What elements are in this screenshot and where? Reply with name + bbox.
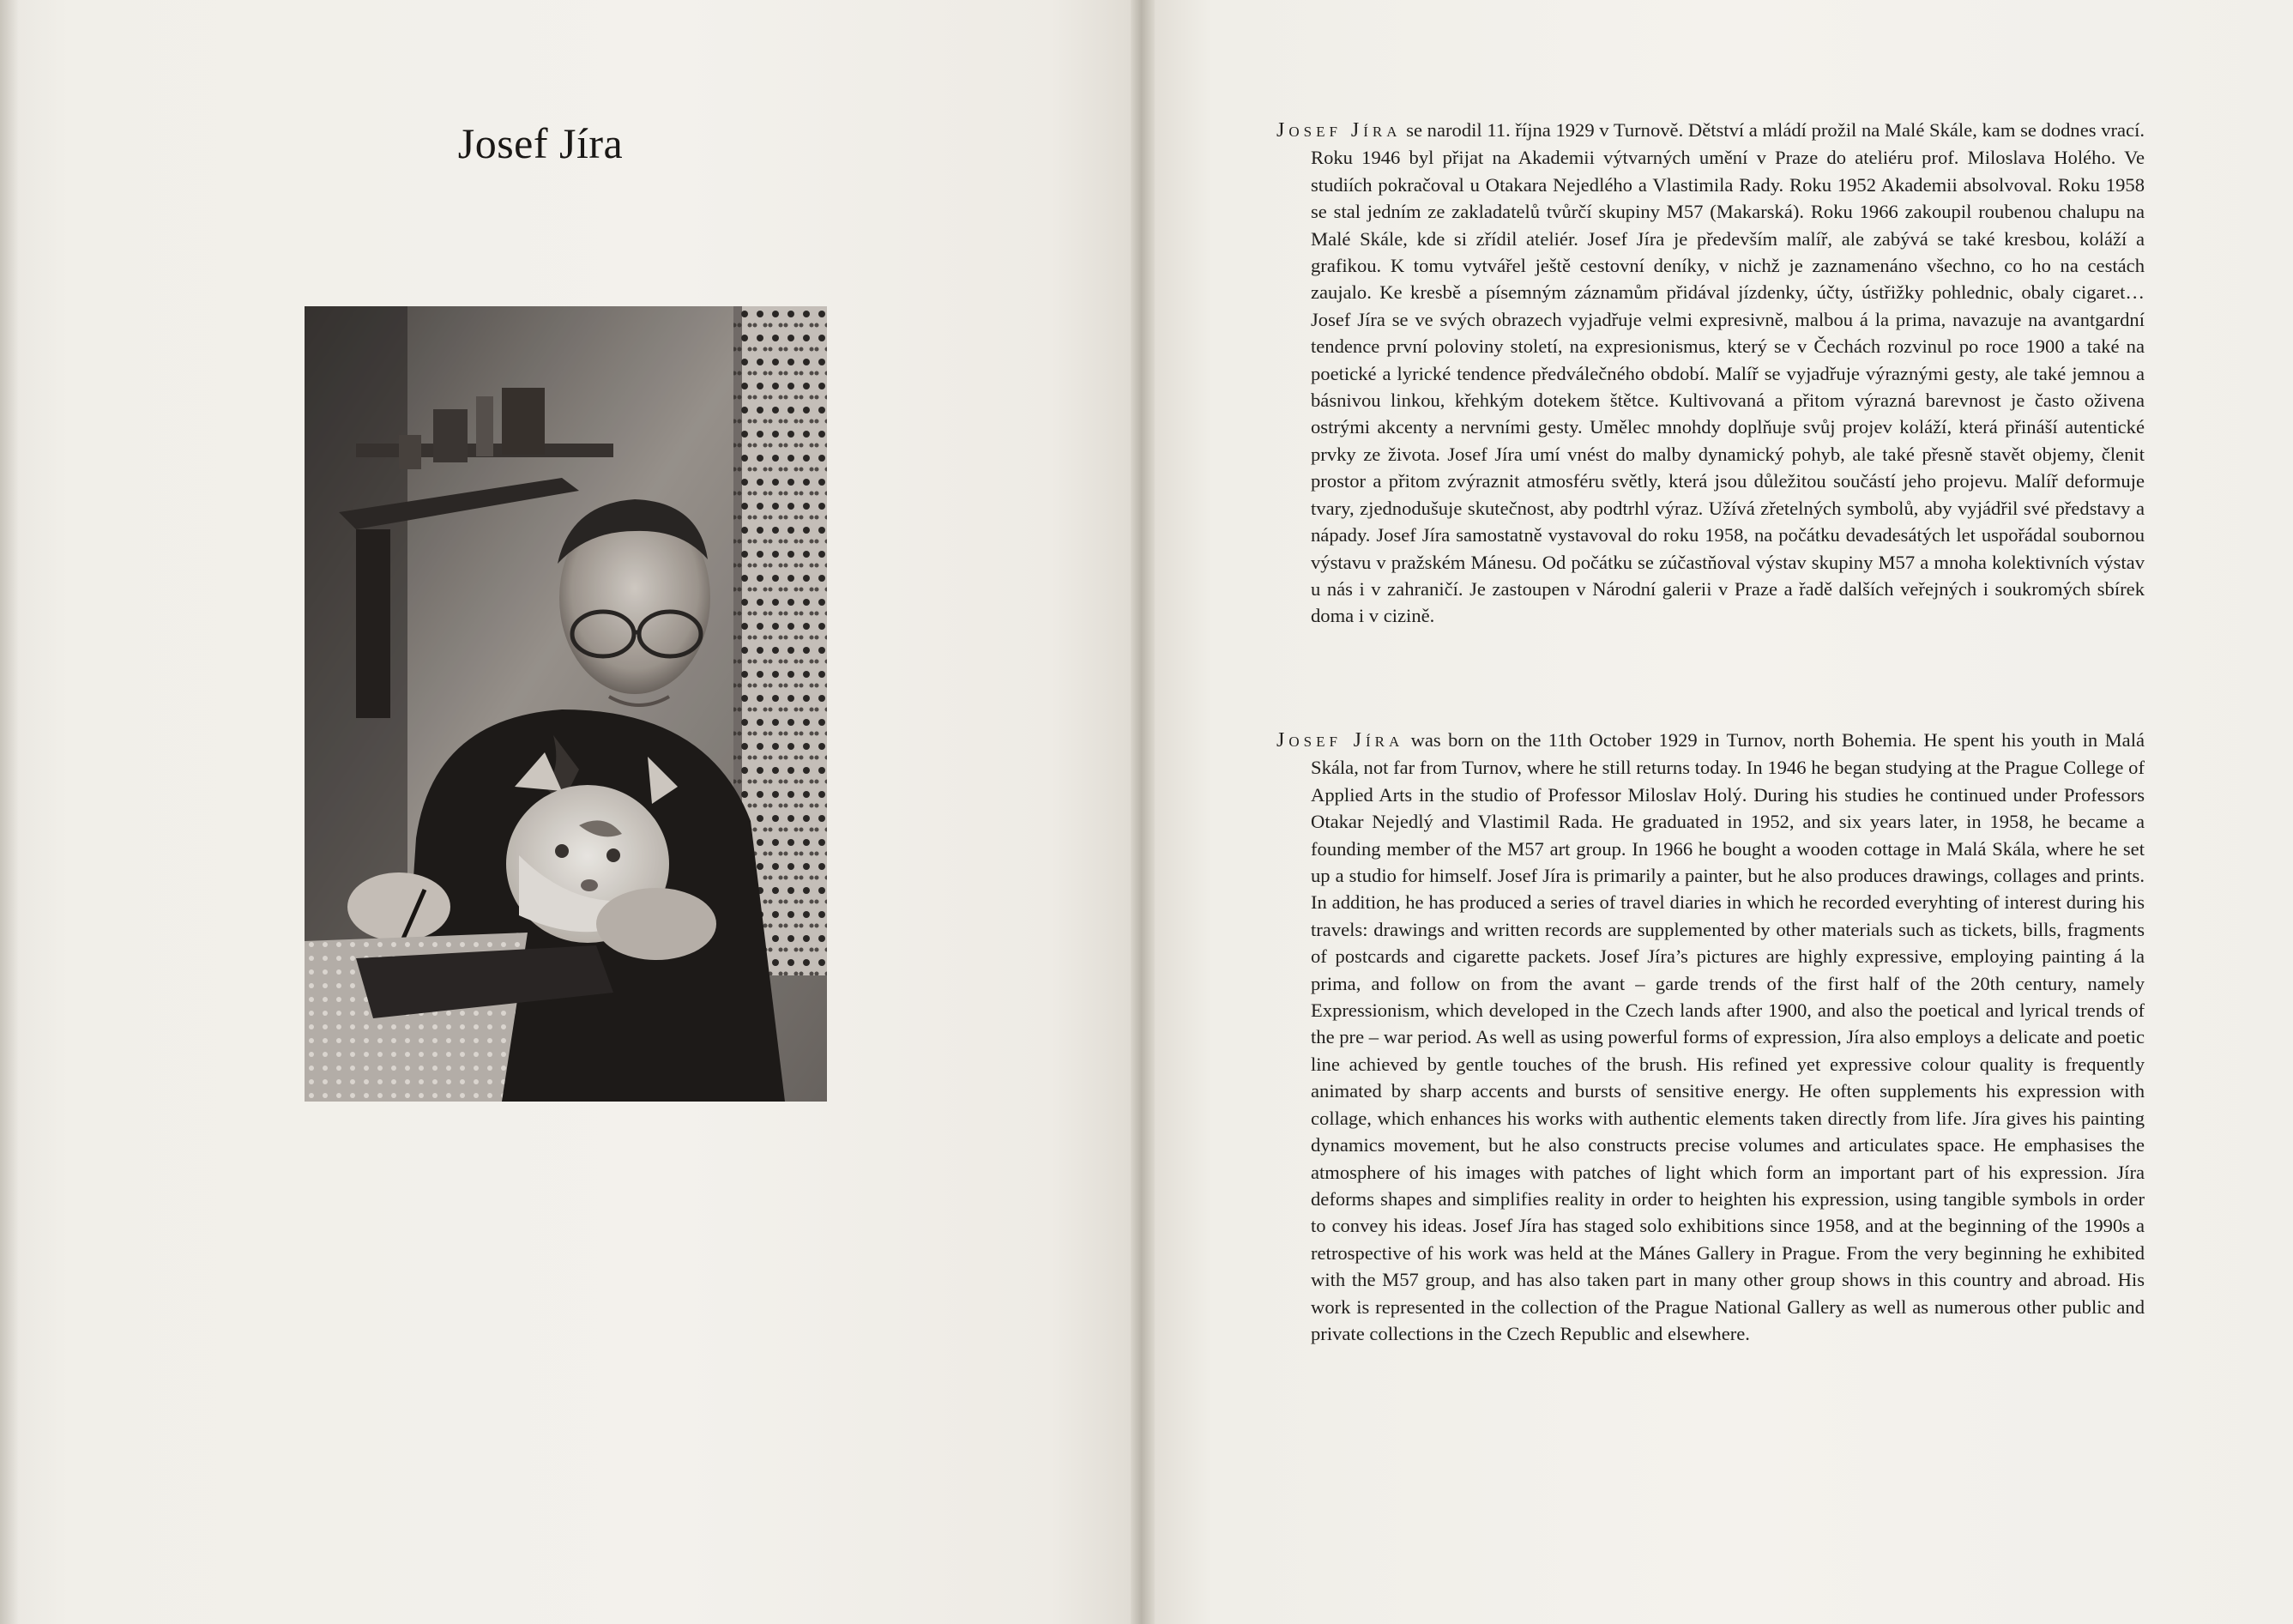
czech-biography-name: Josef Jíra xyxy=(1276,119,1402,142)
page-title: Josef Jíra xyxy=(457,119,624,167)
czech-biography-text: se narodil 11. října 1929 v Turnově. Dětství a mládí prožil na Malé Skále, kam se dodnes vrací. Roku 1946 byl přijat na Akademii výtvarných umění v Praze do ateliéru prof. Miloslava Holého. Ve studiích pokračoval u Otakara Nejedlého a Vlastimila Rady. Roku 1952 Akademii absolvoval. Roku 1958 se stal jedním ze zakladatelů tvůrčí skupiny M57 (Makarská). Roku 1966 zakoupil roubenou chalupu na Malé Skále, kde si zřídil ateliér. Josef Jíra je především malíř, ale zabývá se také kresbou, koláží a grafikou. K tomu vytvářel ještě cestovní deníky, v nichž je zaznamenáno všechno, co ho na cestách zaujalo. Ke kresbě a písemným záznamům přidával jízdenky, účty, ústřižky pohlednic, obaly cigaret… Josef Jíra se ve svých obrazech vyjadřuje velmi expresivně, malbou á la prima, navazuje na avantgardní tendence první poloviny století, na expresionismus, který se v Čechách rozvinul po roce 1900 a také na poetické a lyrické tendence předválečného období. Malíř se vyjadřuje výraznými gesty, ale také jemnou a básnivou linkou, křehkým dotekem štětce. Kultivovaná a přitom výrazná barevnost je často oživena ostrými akcenty a nervními gesty. Umělec mnohdy doplňuje svůj projev koláží, která přináší autentické prvky ze života. Josef Jíra umí vnést do malby dynamický pohyb, ale také přesně stavět objemy, členit prostor a přitom zvýraznit atmosféru světly, která jsou důležitou součástí jeho projevu. Malíř deformuje tvary, zjednodušuje skutečnost, aby podtrhl výraz. Užívá zřetelných symbolů, aby vyjádřil své představy a nápady. Josef Jíra samostatně vystavoval do roku 1958, na počátku devadesátých let uspořádal soubornou výstavu v pražském Mánesu. Od počátku se zúčastňoval výstav skupiny M57 a mnoha kolektivních výstav u nás i v zahraničí. Je zastoupen v Národní galerii v Praze a řadě dalších veřejných i soukromých sbírek doma i v cizině. xyxy=(1311,119,2145,627)
english-biography-text: was born on the 11th October 1929 in Turnov, north Bohemia. He spent his youth in Malá Skála, not far from Turnov, where he still returns today. In 1946 he began studying at the Prague College of Applied Arts in the studio of Professor Miloslav Holý. During his studies he continued under Professors Otakar Nejedlý and Vlastimil Rada. He graduated in 1952, and six years later, in 1958, he became a founding member of the M57 art group. In 1966 he bought a wooden cottage in Malá Skála, where he set up a studio for himself. Josef Jíra is primarily a painter, but he also produces drawings, collages and prints. In addition, he has produced a series of travel diaries in which he recorded everyhting of interest during his travels: drawings and written records are supplemented by other materials such as tickets, bills, fragments of postcards and cigarette packets. Josef Jíra’s pictures are highly expressive, employing painting á la prima, and follow on from the avant – garde trends of the first half of the 20th century, namely Expressionism, which developed in the Czech lands after 1900, and also the poetical and lyrical trends of the pre – war period. As well as using powerful forms of expression, Jíra also employs a delicate and poetic line achieved by gentle touches of the brush. His refined yet expressive colour quality is frequently animated by sharp accents and bursts of sensitive energy. He often supplements his expression with collage, which enhances his works with authentic elements taken directly from life. Jíra gives his painting dynamics movement, but he also constructs precise volumes and articulates space. He emphasises the atmosphere of his images with patches of light which form an important part of his expression. Jíra deforms shapes and simplifies reality in order to heighten his expression, using tangible symbols in order to convey his ideas. Josef Jíra has staged solo exhibitions since 1958, and at the beginning of the 1990s a retrospective of his work was held at the Mánes Gallery in Prague. From the very beginning he exhibited with the M57 group, and has also taken part in many other group shows in this country and abroad. His work is represented in the collection of the Prague National Gallery as well as numerous other public and private collections in the Czech Republic and elsewhere. xyxy=(1311,729,2145,1344)
left-page xyxy=(0,0,1131,1624)
english-biography-name: Josef Jíra xyxy=(1276,729,1404,752)
english-biography xyxy=(1276,727,2145,1347)
czech-biography-paragraph xyxy=(1276,117,2145,630)
english-biography-paragraph xyxy=(1276,727,2145,1347)
page-gutter xyxy=(1131,0,1155,1624)
portrait-photo xyxy=(305,306,827,1102)
page-edge-shadow xyxy=(0,0,19,1624)
czech-biography xyxy=(1276,117,2145,630)
